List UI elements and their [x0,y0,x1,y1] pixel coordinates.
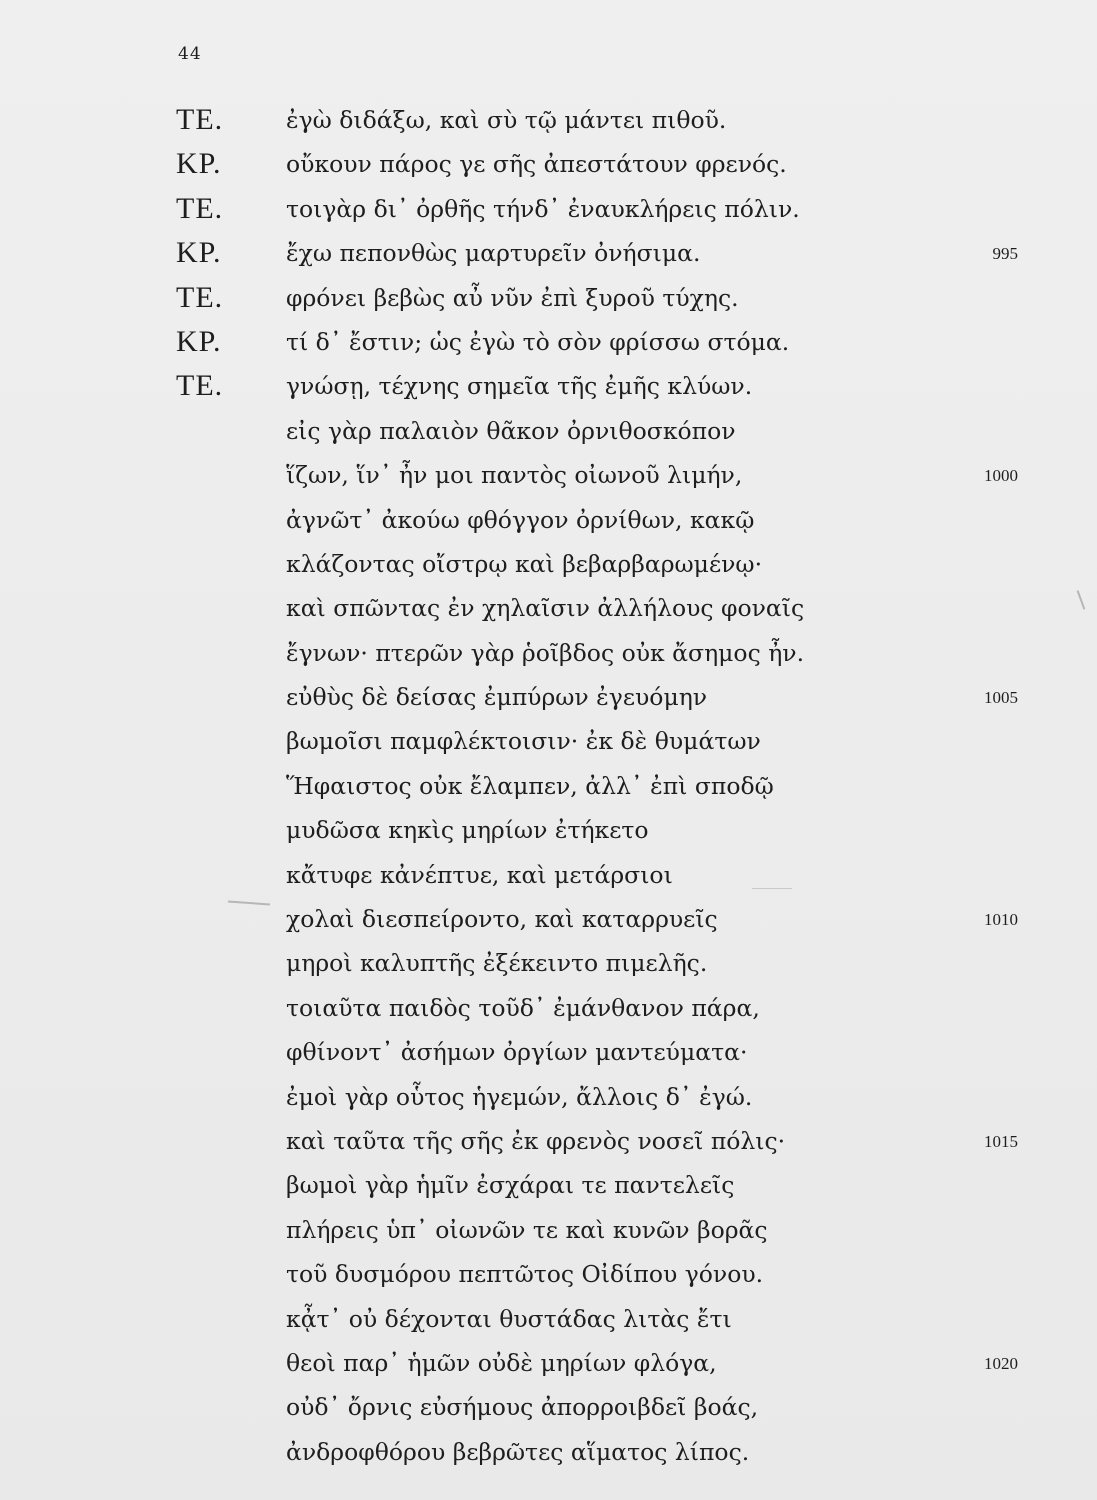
verse-text: μυδῶσα κηκὶς μηρίων ἐτήκετο [286,816,649,845]
verse-text: χολαὶ διεσπείροντο, καὶ καταρρυεῖς [286,905,718,934]
verse-text: μηροὶ καλυπτῆς ἐξέκειντο πιμελῆς. [286,949,708,978]
verse-text: πλήρεις ὑπ᾽ οἰωνῶν τε καὶ κυνῶν βορᾶς [286,1215,768,1244]
verse-text: ἔγνων· πτερῶν γὰρ ῥοῖβδος οὐκ ἄσημος ἦν. [286,638,805,667]
verse-text: θεοὶ παρ᾽ ἡμῶν οὐδὲ μηρίων φλόγα, [286,1348,717,1377]
verse-line [0,1252,1097,1296]
verse-line [0,498,1097,542]
verse-text: Ἥφαιστος οὐκ ἔλαμπεν, ἀλλ᾽ ἐπὶ σποδῷ [286,771,774,800]
verse-text: βωμοὶ γὰρ ἡμῖν ἐσχάραι τε παντελεῖς [286,1171,735,1200]
speaker-label: ΤΕ. [176,191,224,225]
verse-line [0,320,1097,364]
verse-line [0,808,1097,852]
verse-text: εὐθὺς δὲ δείσας ἐμπύρων ἐγευόμην [286,683,708,712]
verse-text: οὐδ᾽ ὄρνις εὐσήμους ἀπορροιβδεῖ βοάς, [286,1393,759,1422]
verse-text: ἐγὼ διδάξω, καὶ σὺ τῷ μάντει πιθοῦ. [286,106,727,134]
verse-text: ἀνδροφθόρου βεβρῶτες αἵματος λίπος. [286,1437,750,1466]
verse-line [0,1030,1097,1074]
verse-text: κἄτυφε κἀνέπτυε, καὶ μετάρσιοι [286,860,673,889]
pencil-mark [752,888,792,889]
verse-lines [0,98,1097,1474]
verse-line [0,675,1097,719]
verse-line [0,364,1097,408]
verse-line [0,142,1097,186]
verse-line [0,542,1097,586]
verse-line [0,409,1097,453]
verse-text: κᾆτ᾽ οὐ δέχονται θυστάδας λιτὰς ἔτι [286,1304,732,1333]
verse-text: ἵζων, ἵν᾽ ἦν μοι παντὸς οἰωνοῦ λιμήν, [286,461,743,490]
verse-line [0,1208,1097,1252]
verse-line [0,98,1097,142]
verse-text: τοιγὰρ δι᾽ ὀρθῆς τήνδ᾽ ἐναυκλήρεις πόλιν. [286,194,800,223]
verse-line [0,986,1097,1030]
verse-line [0,1385,1097,1429]
verse-text: κλάζοντας οἴστρῳ καὶ βεβαρβαρωμένῳ· [286,549,763,578]
verse-line [0,1163,1097,1207]
verse-text: καὶ ταῦτα τῆς σῆς ἐκ φρενὸς νοσεῖ πόλις· [286,1126,786,1155]
line-number: 1020 [984,1353,1018,1373]
verse-text: ἔχω πεπονθὼς μαρτυρεῖν ὀνήσιμα. [286,239,701,268]
line-number: 995 [992,244,1018,264]
speaker-label: ΤΕ. [176,280,224,314]
verse-line [0,1297,1097,1341]
verse-text: φρόνει βεβὼς αὖ νῦν ἐπὶ ξυροῦ τύχης. [286,283,739,312]
verse-line [0,586,1097,630]
verse-text: βωμοῖσι παμφλέκτοισιν· ἐκ δὲ θυμάτων [286,727,761,756]
speaker-label: ΚΡ. [176,324,222,358]
verse-text: τοῦ δυσμόρου πεπτῶτος Οἰδίπου γόνου. [286,1260,764,1289]
verse-line [0,231,1097,275]
speaker-label: ΤΕ. [176,369,224,403]
line-number: 1000 [984,466,1018,486]
verse-line [0,631,1097,675]
verse-text: τοιαῦτα παιδὸς τοῦδ᾽ ἐμάνθανον πάρα, [286,993,760,1022]
verse-line [0,276,1097,320]
verse-text: καὶ σπῶντας ἐν χηλαῖσιν ἀλλήλους φοναῖς [286,594,805,623]
page-number: 44 [178,44,202,64]
verse-line [0,853,1097,897]
verse-line [0,1075,1097,1119]
verse-text: γνώσῃ, τέχνης σημεῖα τῆς ἐμῆς κλύων. [286,372,753,401]
speaker-label: ΚΡ. [176,236,222,270]
verse-text: τί δ᾽ ἔστιν; ὡς ἐγὼ τὸ σὸν φρίσσω στόμα. [286,327,790,356]
verse-line [0,1341,1097,1385]
line-number: 1005 [984,688,1018,708]
speaker-label: ΚΡ. [176,147,222,181]
speaker-label: ΤΕ. [176,103,224,136]
verse-line [0,897,1097,941]
verse-line [0,1119,1097,1163]
verse-text: οὔκουν πάρος γε σῆς ἀπεστάτουν φρενός. [286,150,787,179]
verse-line [0,941,1097,985]
verse-text: ἐμοὶ γὰρ οὗτος ἡγεμών, ἄλλοις δ᾽ ἐγώ. [286,1082,753,1111]
verse-line [0,453,1097,497]
line-number: 1010 [984,910,1018,930]
verse-line [0,187,1097,231]
verse-text: φθίνοντ᾽ ἀσήμων ὀργίων μαντεύματα· [286,1038,748,1067]
verse-text: εἰς γὰρ παλαιὸν θᾶκον ὀρνιθοσκόπον [286,416,736,445]
verse-line [0,719,1097,763]
verse-text: ἀγνῶτ᾽ ἀκούω φθόγγον ὀρνίθων, κακῷ [286,505,755,534]
line-number: 1015 [984,1131,1018,1151]
verse-line [0,764,1097,808]
verse-line [0,1430,1097,1474]
